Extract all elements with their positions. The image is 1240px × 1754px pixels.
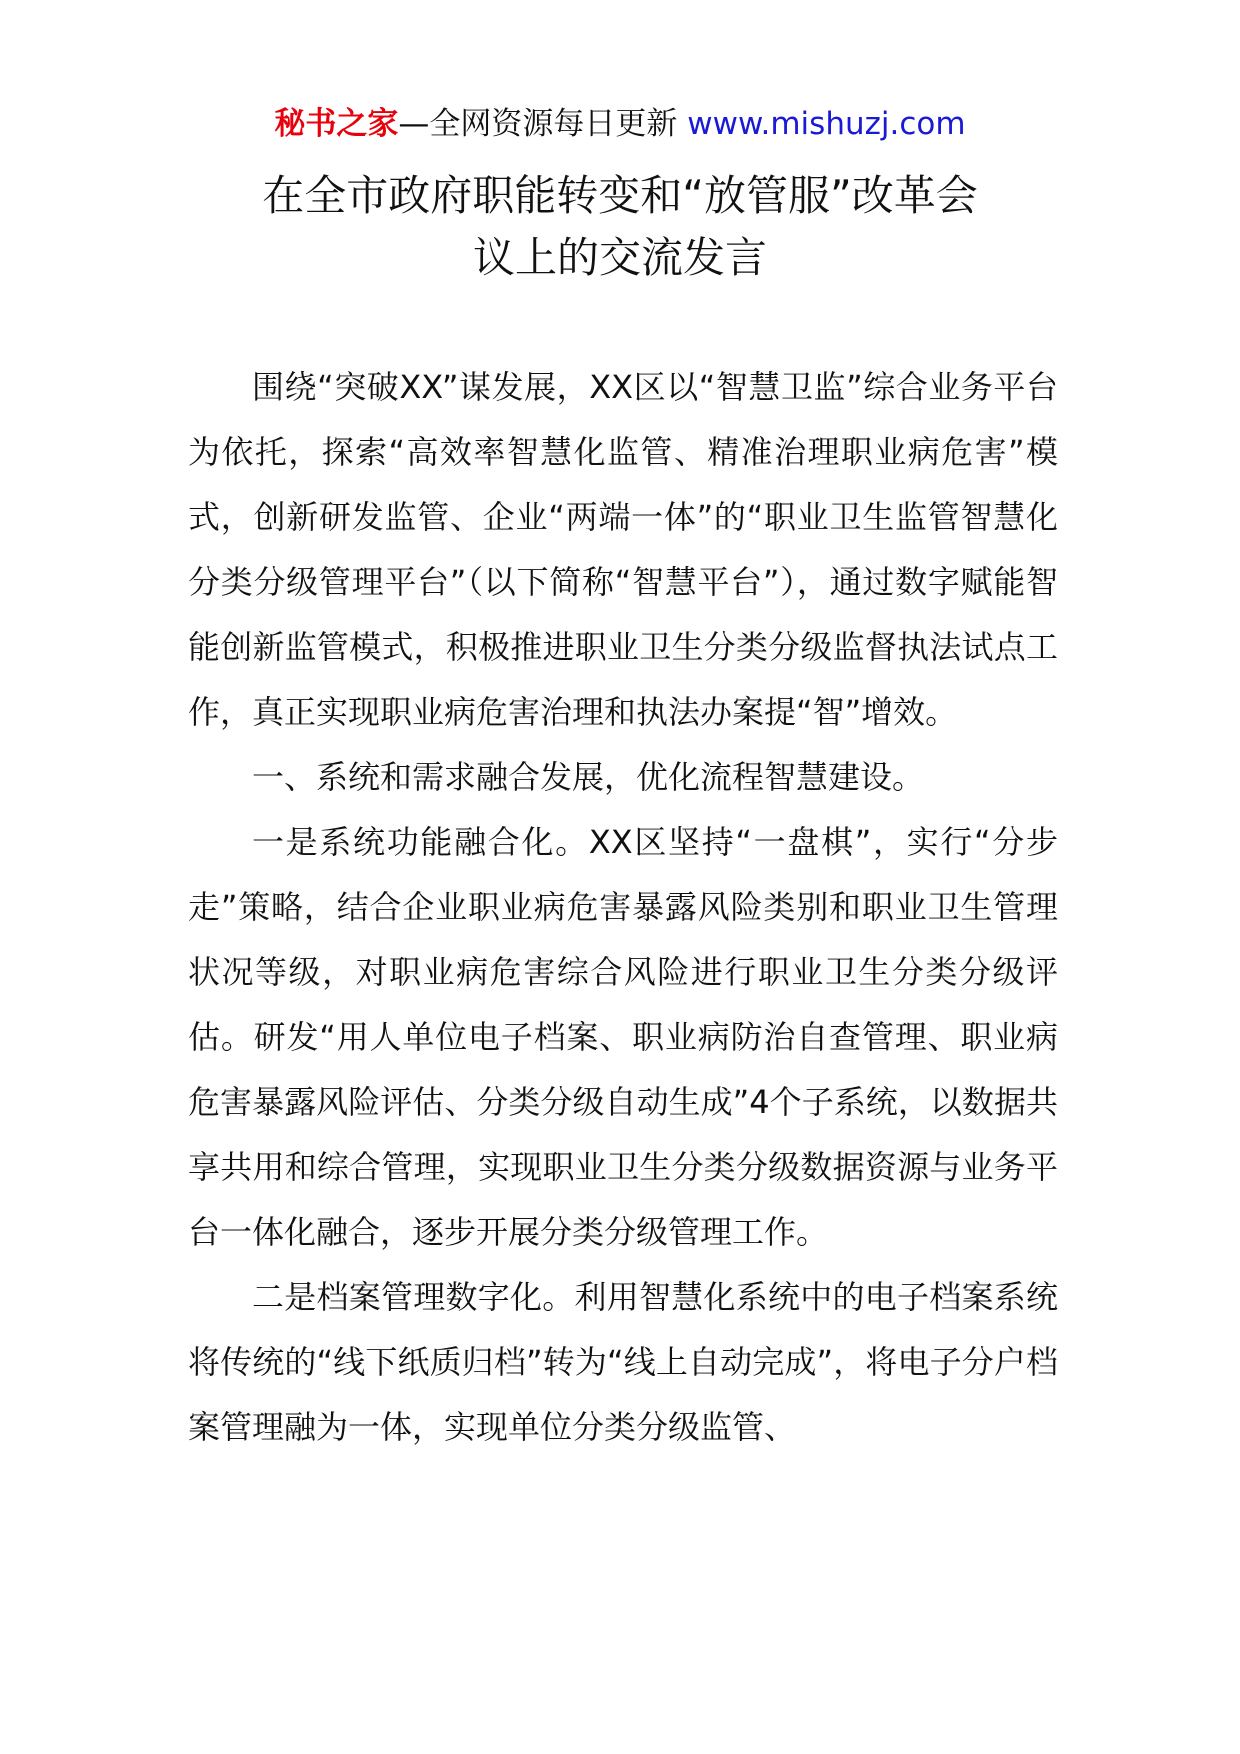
title-line-2: 议上的交流发言 [472,233,767,282]
paragraph-intro: 围绕“突破XX”谋发展，XX区以“智慧卫监”综合业务平台为依托，探索“高效率智慧化监管、精准治理职业病危害”模式，创新研发监管、企业“两端一体”的“职业卫生监管智慧化分类分级管理平台”（以下简称“智慧平台”），通过数字赋能智能创新监管模式，积极推进职业卫生分类分级监督执法试点工作，真正实现职业病危害治理和执法办案提“智”增效。 [188,368,1058,731]
paragraph-point-2: 二是档案管理数字化。利用智慧化系统中的电子档案系统将传统的“线下纸质归档”转为“线上自动完成”，将电子分户档案管理融为一体，实现单位分类分级监管、 [188,1278,1058,1446]
paragraph-point-1: 一是系统功能融合化。XX区坚持“一盘棋”，实行“分步走”策略，结合企业职业病危害暴露风险类别和职业卫生管理状况等级，对职业病危害综合风险进行职业卫生分类分级评估。研发“用人单位电子档案、职业病防治自查管理、职业病危害暴露风险评估、分类分级自动生成”4个子系统，以数据共享共用和综合管理，实现职业卫生分类分级数据资源与业务平台一体化融合，逐步开展分类分级管理工作。 [188,823,1058,1251]
header-slogan: —全网资源每日更新 [398,106,688,142]
site-header [0,102,1240,146]
title-line-1: 在全市政府职能转变和“放管服”改革会 [262,171,978,220]
section-heading-1: 一、系统和需求融合发展，优化流程智慧建设。 [252,758,925,796]
brand-name: 秘书之家 [274,106,399,142]
site-url[interactable]: www.mishuzj.com [687,106,966,142]
document-body [188,355,1058,1460]
document-title [150,165,1090,289]
